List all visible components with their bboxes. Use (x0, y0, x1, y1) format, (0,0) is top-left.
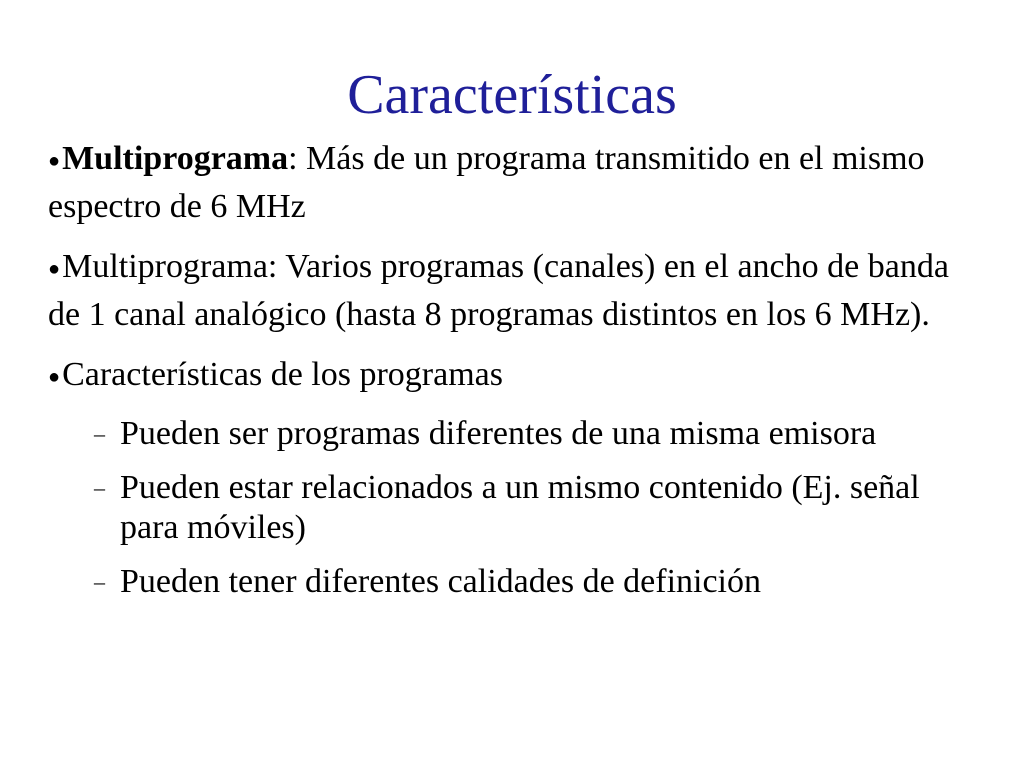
bullet-icon: ● (48, 150, 61, 172)
slide-content (48, 136, 978, 616)
bullet-text: Multiprograma: Varios programas (canales) en el ancho de banda de 1 canal analógico (hasta 8 programas distintos en los 6 MHz). (48, 248, 949, 333)
dash-icon: – (94, 569, 105, 594)
sub-item-text: Pueden estar relacionados a un mismo contenido (Ej. señal para móviles) (120, 469, 920, 546)
sub-item-text: Pueden tener diferentes calidades de definición (120, 563, 762, 600)
bullet-item-caracteristicas (48, 352, 978, 400)
dash-icon: – (94, 475, 105, 500)
bullet-icon: ● (48, 366, 61, 388)
dash-icon: – (94, 421, 105, 446)
bullet-text: : Más de un programa transmitido en el mismo espectro de 6 MHz (48, 140, 925, 225)
bullet-bold-term: Multiprograma (62, 140, 289, 177)
sub-item-contenido (48, 468, 978, 548)
sub-item-emisora (48, 414, 978, 454)
bullet-item-multiprograma-1 (48, 136, 978, 230)
slide-title: Características (347, 64, 677, 126)
bullet-item-multiprograma-2 (48, 244, 978, 338)
sub-item-text: Pueden ser programas diferentes de una misma emisora (120, 415, 877, 452)
bullet-icon: ● (48, 258, 61, 280)
bullet-text: Características de los programas (62, 356, 503, 393)
sub-item-calidades (48, 562, 978, 602)
